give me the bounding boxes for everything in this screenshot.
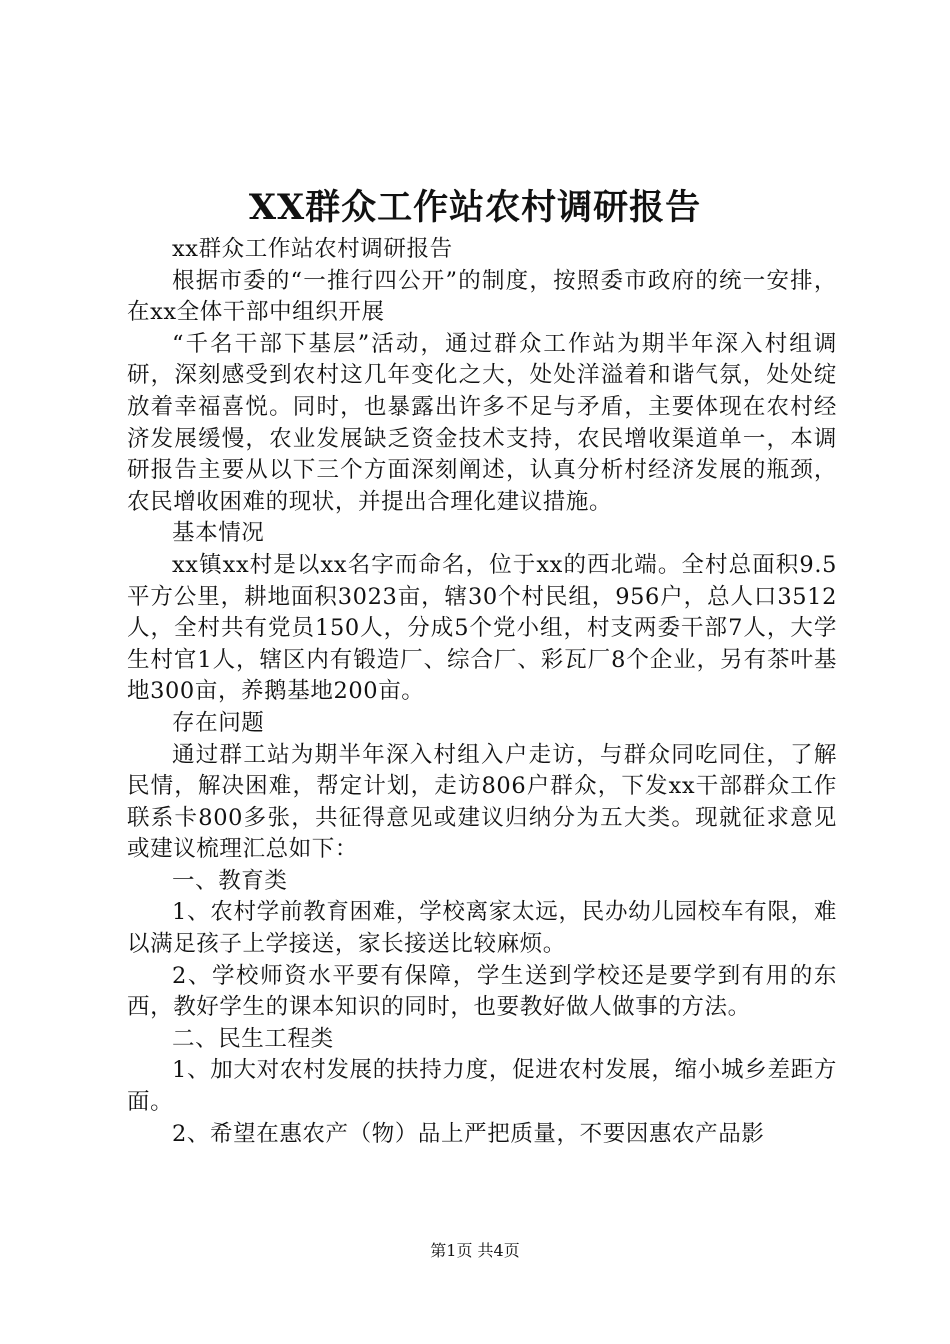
paragraph-subtitle: xx群众工作站农村调研报告 (172, 236, 453, 262)
document-title: XX群众工作站农村调研报告 (248, 187, 702, 228)
paragraph-livelihood-1: 1、加大对农村发展的扶持力度，促进农村发展，缩小城乡差距方面。 (127, 1057, 837, 1116)
paragraph-problems: 通过群工站为期半年深入村组入户走访，与群众同吃同住，了解民情，解决困难，帮定计划，走访806户群众，下发xx干部群众工作联系卡800多张，共征得意见或建议归纳分为五大类。现就征求意见或建议梳理汇总如下： (127, 741, 837, 863)
page-indicator: 第1页 共4页 (430, 1241, 520, 1260)
paragraph-education-2: 2、学校师资水平要有保障，学生送到学校还是要学到有用的东西，教好学生的课本知识的同时，也要教好做人做事的方法。 (127, 962, 837, 1021)
section-heading-livelihood: 二、民生工程类 (172, 1025, 334, 1052)
section-heading-basic: 基本情况 (172, 520, 265, 547)
paragraph-intro: 根据市委的“一推行四公开”的制度，按照委市政府的统一安排，在xx全体干部中组织开展 (127, 267, 837, 326)
paragraph-basic-info: xx镇xx村是以xx名字而命名，位于xx的西北端。全村总面积9.5平方公里，耕地面积3023亩，辖30个村民组，956户，总人口3512人，全村共有党员150人，分成5个党小组，村支两委干部7人，大学生村官1人，辖区内有锻造厂、综合厂、彩瓦厂8个企业，另有茶叶基地300亩，养鹅基地200亩。 (127, 551, 837, 705)
paragraph-livelihood-2: 2、希望在惠农产（物）品上严把质量，不要因惠农产品影 (172, 1120, 765, 1147)
document-body (127, 234, 837, 1150)
paragraph-education-1: 1、农村学前教育困难，学校离家太远，民办幼儿园校车有限，难以满足孩子上学接送，家长接送比较麻烦。 (127, 899, 837, 958)
section-heading-education: 一、教育类 (172, 867, 288, 894)
section-heading-problems: 存在问题 (172, 709, 265, 736)
page-footer (0, 1241, 950, 1261)
paragraph-activity: “千名干部下基层”活动，通过群众工作站为期半年深入村组调研，深刻感受到农村这几年变化之大，处处洋溢着和谐气氛，处处绽放着幸福喜悦。同时，也暴露出许多不足与矛盾，主要体现在农村经济发展缓慢，农业发展缺乏资金技术支持，农民增收渠道单一，本调研报告主要从以下三个方面深刻阐述，认真分析村经济发展的瓶颈，农民增收困难的现状，并提出合理化建议措施。 (127, 330, 837, 515)
